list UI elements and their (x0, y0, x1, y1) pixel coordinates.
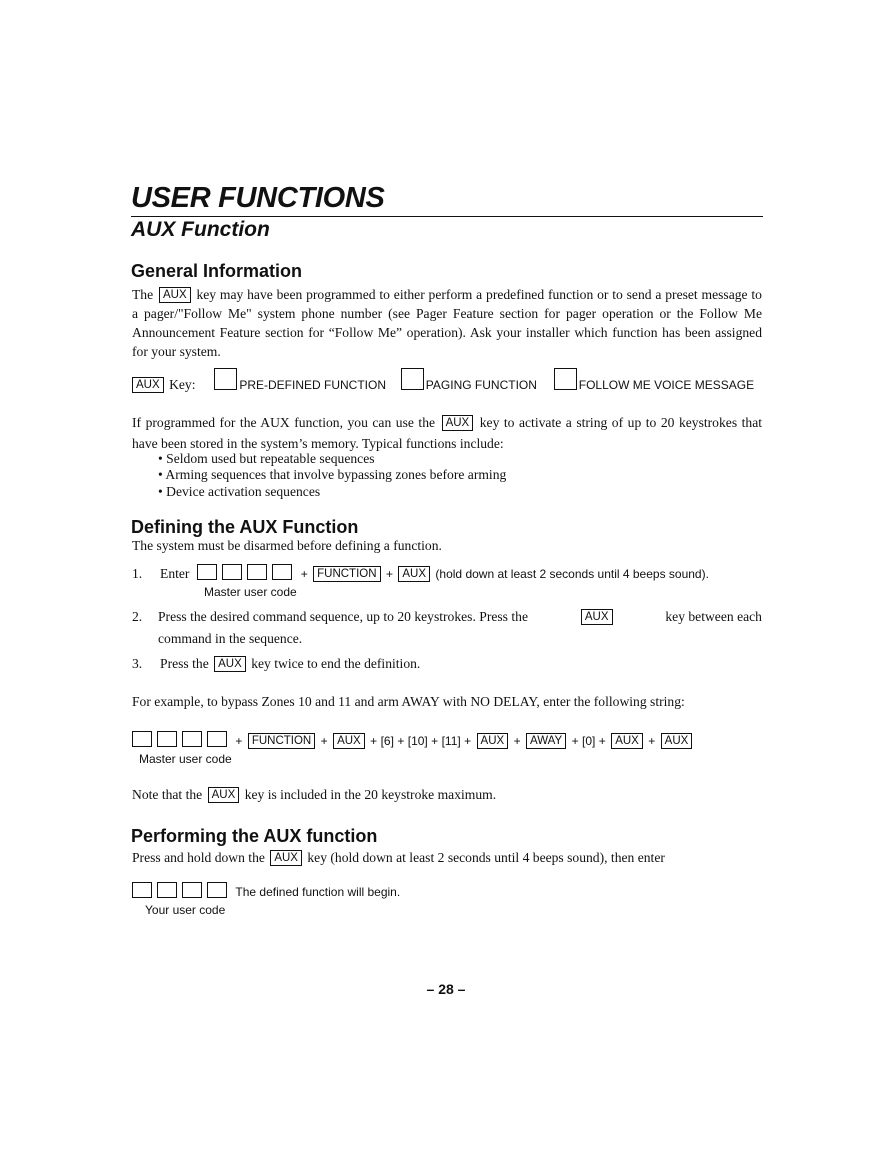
plus-sign: + (598, 734, 606, 748)
aux-key: AUX (398, 566, 430, 582)
defining-intro: The system must be disarmed before defining a function. (132, 538, 442, 553)
step-2-continued: command in the sequence. (158, 631, 303, 646)
keystroke-value: [10] (407, 734, 428, 748)
keystroke-value: [0] (582, 734, 596, 748)
plus-sign: + (513, 734, 521, 748)
example-code-caption: Master user code (139, 752, 232, 766)
step-3 (132, 656, 420, 672)
aux-key: AUX (611, 733, 643, 749)
step-text: Press the desired command sequence, up to 20 keystrokes. Press the (158, 609, 528, 624)
user-code-caption: Your user code (145, 903, 226, 917)
list-item: • Arming sequences that involve bypassing zones before arming (158, 467, 507, 483)
function-begin-text: The defined function will begin. (235, 885, 401, 899)
keystroke-value: [6] (380, 734, 394, 748)
away-key: AWAY (526, 733, 566, 749)
code-digit-box (157, 882, 177, 898)
general-info-heading: General Information (131, 261, 303, 281)
plus-sign: + (300, 567, 308, 581)
user-code-entry (132, 882, 400, 900)
plus-sign: + (464, 734, 472, 748)
usage-text-b: key to activate a string of up to 20 keystrokes that have been stored in the system’s memory. Typical functions include: (132, 415, 763, 451)
keystroke-value: [11] (441, 734, 461, 748)
step-2 (158, 609, 762, 625)
step-text: Enter (160, 566, 190, 581)
plus-sign: + (320, 734, 328, 748)
option-checkbox (401, 368, 424, 390)
title-divider (131, 216, 763, 217)
step-1 (132, 564, 709, 582)
plus-sign: + (648, 734, 656, 748)
aux-key-options-row (132, 368, 754, 393)
plus-sign: + (385, 567, 393, 581)
code-digit-box (197, 564, 217, 580)
instruction-text: key (hold down at least 2 seconds until 4 beeps sound), then enter (307, 850, 665, 865)
note-text: Note that the (132, 787, 203, 802)
aux-usage-paragraph (132, 412, 762, 454)
section-subtitle: AUX Function (131, 218, 270, 241)
plus-sign: + (235, 734, 243, 748)
note-text: key is included in the 20 keystroke maximum. (244, 787, 497, 802)
performing-heading: Performing the AUX function (131, 826, 378, 846)
code-digit-box (182, 882, 202, 898)
step-text: Press the (160, 656, 209, 671)
step-number: 1. (132, 566, 143, 581)
example-intro: For example, to bypass Zones 10 and 11 and arm AWAY with NO DELAY, enter the following string: (132, 694, 685, 709)
code-digit-box (222, 564, 242, 580)
aux-key: AUX (214, 656, 246, 672)
master-code-caption: Master user code (204, 585, 297, 599)
aux-key: AUX (159, 287, 191, 303)
step-note: (hold down at least 2 seconds until 4 beeps sound). (435, 567, 709, 581)
example-key-string (132, 731, 694, 749)
code-digit-box (132, 882, 152, 898)
performing-instruction (132, 850, 665, 866)
option-label: FOLLOW ME VOICE MESSAGE (578, 378, 755, 392)
aux-key: AUX (333, 733, 365, 749)
aux-key: AUX (661, 733, 693, 749)
defining-heading: Defining the AUX Function (131, 517, 359, 537)
option-checkbox (214, 368, 237, 390)
aux-key: AUX (132, 377, 164, 393)
page-number: – 28 – (426, 981, 466, 997)
code-digit-box (157, 731, 177, 747)
option-label: PAGING FUNCTION (425, 378, 537, 392)
code-digit-box (272, 564, 292, 580)
instruction-text: Press and hold down the (132, 850, 265, 865)
code-digit-box (207, 882, 227, 898)
aux-key: AUX (581, 609, 613, 625)
plus-sign: + (370, 734, 378, 748)
list-item: • Seldom used but repeatable sequences (158, 451, 375, 466)
plus-sign: + (571, 734, 579, 748)
aux-key: AUX (270, 850, 302, 866)
list-item: • Device activation sequences (158, 483, 321, 499)
general-text-a: The (132, 287, 154, 302)
step-text: key between each (665, 609, 762, 624)
step-2-number: 2. (132, 609, 143, 624)
option-checkbox (554, 368, 577, 390)
key-label: Key: (169, 377, 196, 392)
function-key: FUNCTION (313, 566, 380, 582)
aux-key: AUX (208, 787, 240, 803)
typical-functions-list (158, 451, 506, 500)
option-label: PRE-DEFINED FUNCTION (239, 378, 386, 392)
keystroke-note (132, 787, 496, 803)
plus-sign: + (431, 734, 439, 748)
aux-key: AUX (442, 415, 474, 431)
step-number: 3. (132, 656, 143, 671)
usage-text-a: If programmed for the AUX function, you can use the (132, 415, 436, 430)
general-text-b: key may have been programmed to either perform a predefined function or to send a preset message to a pager/"Follow Me" system phone number (see Pager Feature section for pager operation or the Follow Me Announcement Feature section for “Follow Me” operation). Ask your installer which function has been assigned for your system. (132, 287, 762, 359)
page-title: USER FUNCTIONS (131, 182, 385, 214)
plus-sign: + (397, 734, 405, 748)
code-digit-box (182, 731, 202, 747)
code-digit-box (207, 731, 227, 747)
code-digit-box (132, 731, 152, 747)
general-info-paragraph (132, 285, 762, 361)
aux-key: AUX (477, 733, 509, 749)
function-key: FUNCTION (248, 733, 315, 749)
step-text: key twice to end the definition. (251, 656, 421, 671)
code-digit-box (247, 564, 267, 580)
